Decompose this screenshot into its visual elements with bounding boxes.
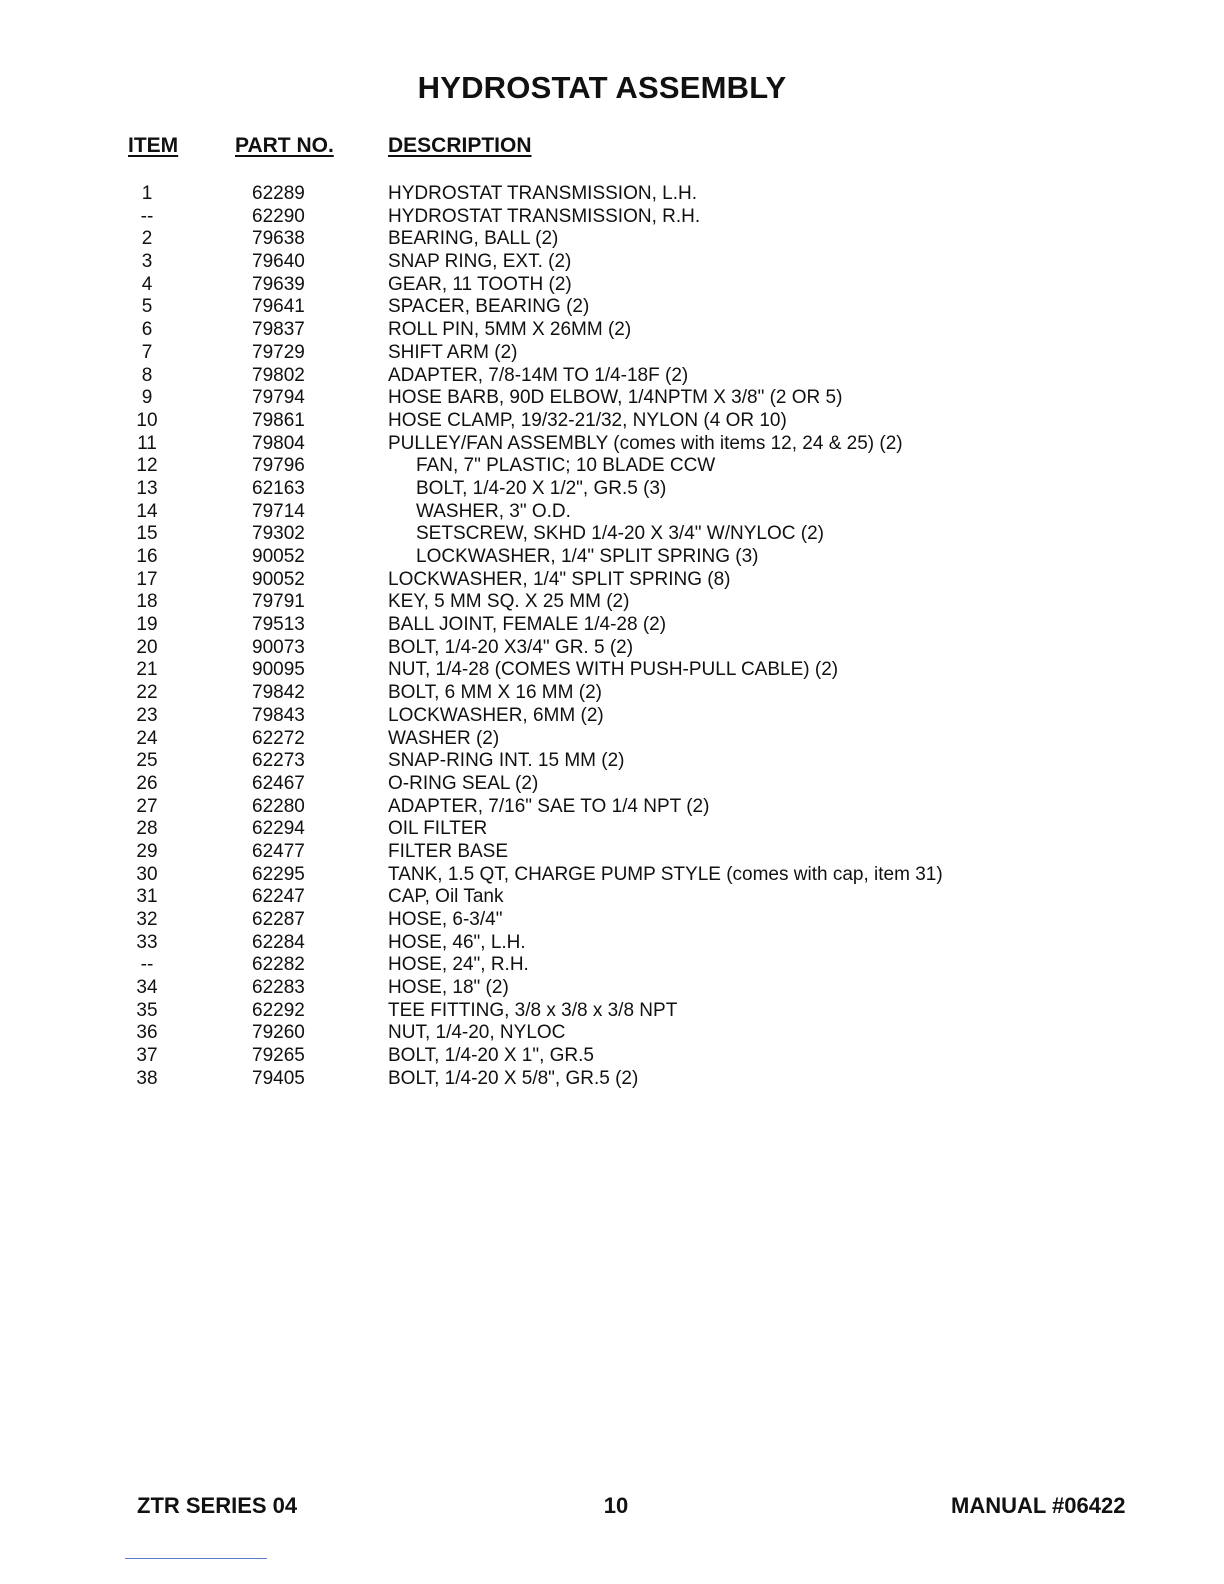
table-row — [0, 864, 1224, 887]
part-description: BEARING, BALL (2) — [388, 228, 559, 250]
part-number: 90052 — [252, 546, 305, 567]
part-number: 79641 — [252, 296, 305, 318]
table-row — [0, 274, 1224, 297]
part-description: SETSCREW, SKHD 1/4-20 X 3/4" W/NYLOC (2) — [416, 523, 824, 545]
item-number: 23 — [136, 704, 158, 726]
table-row — [0, 591, 1224, 614]
part-description: SHIFT ARM (2) — [388, 341, 518, 363]
table-row — [0, 296, 1224, 319]
item-number: 31 — [136, 886, 158, 908]
item-number: 1 — [141, 183, 153, 204]
item-number: 10 — [136, 409, 158, 431]
item-number: 14 — [136, 500, 158, 522]
item-number: 12 — [136, 455, 158, 477]
part-number: 62282 — [252, 954, 305, 976]
part-number: 62163 — [252, 477, 305, 499]
table-row — [0, 410, 1224, 433]
item-number: 19 — [136, 614, 158, 636]
part-number: 62290 — [252, 205, 305, 227]
part-number: 79513 — [252, 614, 305, 636]
item-number: 13 — [136, 477, 158, 499]
part-number: 79842 — [252, 682, 305, 704]
part-description: BOLT, 6 MM X 16 MM (2) — [388, 682, 602, 704]
table-row — [0, 365, 1224, 388]
part-description: KEY, 5 MM SQ. X 25 MM (2) — [388, 591, 630, 613]
parts-list — [0, 183, 1224, 1091]
header-item: ITEM — [128, 134, 179, 157]
item-number: 29 — [136, 840, 158, 862]
item-number: 20 — [136, 636, 158, 658]
part-description: BALL JOINT, FEMALE 1/4-28 (2) — [388, 614, 667, 636]
header-description: DESCRIPTION — [388, 134, 532, 157]
part-number: 79794 — [252, 387, 305, 409]
item-number: 30 — [136, 863, 158, 885]
table-row — [0, 977, 1224, 1000]
table-row — [0, 206, 1224, 229]
item-number: 27 — [136, 795, 158, 817]
table-row — [0, 319, 1224, 342]
part-description: WASHER (2) — [388, 727, 500, 749]
part-number: 90073 — [252, 636, 305, 658]
table-row — [0, 1045, 1224, 1068]
item-number: 37 — [136, 1045, 158, 1067]
table-row — [0, 705, 1224, 728]
table-row — [0, 614, 1224, 637]
part-number: 79861 — [252, 409, 305, 431]
part-number: 62284 — [252, 931, 305, 953]
item-number: 24 — [136, 727, 158, 749]
part-description: NUT, 1/4-28 (COMES WITH PUSH-PULL CABLE) (2) — [388, 659, 839, 681]
part-description: ADAPTER, 7/16" SAE TO 1/4 NPT (2) — [388, 795, 710, 817]
part-number: 79714 — [252, 500, 305, 522]
part-description: LOCKWASHER, 1/4" SPLIT SPRING (3) — [416, 546, 759, 567]
table-row — [0, 228, 1224, 251]
table-row — [0, 455, 1224, 478]
part-description: HOSE, 18" (2) — [388, 977, 509, 999]
part-number: 62280 — [252, 795, 305, 817]
item-number: 18 — [136, 591, 158, 613]
part-number: 62273 — [252, 750, 305, 772]
table-row — [0, 841, 1224, 864]
table-row — [0, 183, 1224, 206]
part-number: 79837 — [252, 319, 305, 341]
item-number: 11 — [137, 432, 157, 454]
part-number: 62295 — [252, 863, 305, 885]
item-number: 5 — [141, 296, 153, 318]
table-row — [0, 886, 1224, 909]
part-description: FILTER BASE — [388, 840, 509, 862]
part-description: BOLT, 1/4-20 X 5/8", GR.5 (2) — [388, 1067, 639, 1089]
table-row — [0, 251, 1224, 274]
part-description: PULLEY/FAN ASSEMBLY (comes with items 12, 24 & 25) (2) — [388, 432, 903, 454]
item-number: 7 — [141, 341, 153, 363]
table-row — [0, 501, 1224, 524]
part-description: TANK, 1.5 QT, CHARGE PUMP STYLE (comes with cap, item 31) — [388, 863, 943, 885]
item-number: 17 — [136, 568, 158, 590]
part-number: 90052 — [252, 568, 305, 590]
part-description: GEAR, 11 TOOTH (2) — [388, 273, 572, 295]
part-number: 62247 — [252, 886, 305, 908]
part-description: HYDROSTAT TRANSMISSION, L.H. — [388, 183, 697, 204]
item-number: 32 — [136, 909, 158, 930]
part-description: O-RING SEAL (2) — [388, 772, 539, 794]
part-number: 79260 — [252, 1022, 305, 1044]
part-number: 79302 — [252, 523, 305, 545]
item-number: 3 — [141, 251, 153, 273]
table-row — [0, 682, 1224, 705]
part-number: 62467 — [252, 772, 305, 794]
item-number: 33 — [136, 931, 158, 953]
table-row — [0, 1068, 1224, 1091]
table-row — [0, 909, 1224, 932]
item-number: 6 — [141, 319, 153, 341]
item-number: 34 — [136, 977, 158, 999]
part-number: 79802 — [252, 364, 305, 386]
table-row — [0, 637, 1224, 660]
part-number: 79804 — [252, 432, 305, 454]
item-number: 35 — [136, 999, 158, 1021]
table-row — [0, 659, 1224, 682]
part-description: SPACER, BEARING (2) — [388, 296, 590, 318]
item-number: 38 — [136, 1067, 158, 1089]
item-number: 15 — [136, 523, 158, 545]
part-description: HOSE CLAMP, 19/32-21/32, NYLON (4 OR 10) — [388, 409, 787, 431]
part-description: ADAPTER, 7/8-14M TO 1/4-18F (2) — [388, 364, 689, 386]
item-number: 25 — [136, 750, 158, 772]
part-number: 79791 — [252, 591, 305, 613]
item-number: 4 — [141, 273, 153, 295]
part-number: 79405 — [252, 1067, 305, 1089]
part-description: WASHER, 3" O.D. — [416, 500, 571, 522]
table-row — [0, 1022, 1224, 1045]
part-number: 62272 — [252, 727, 305, 749]
table-row — [0, 750, 1224, 773]
table-row — [0, 954, 1224, 977]
part-description: HOSE, 46", L.H. — [388, 931, 526, 953]
part-description: FAN, 7" PLASTIC; 10 BLADE CCW — [416, 455, 716, 477]
part-description: CAP, Oil Tank — [388, 886, 504, 908]
part-description: HOSE BARB, 90D ELBOW, 1/4NPTM X 3/8" (2 OR 5) — [388, 387, 843, 409]
table-row — [0, 818, 1224, 841]
table-row — [0, 932, 1224, 955]
table-row — [0, 387, 1224, 410]
part-description: HOSE, 24", R.H. — [388, 954, 529, 976]
table-row — [0, 433, 1224, 456]
table-row — [0, 773, 1224, 796]
item-number: 26 — [136, 772, 158, 794]
part-description: HOSE, 6-3/4" — [388, 909, 503, 930]
table-row — [0, 1000, 1224, 1023]
footer-page-number: 10 — [603, 1493, 629, 1518]
item-number: 21 — [136, 659, 158, 681]
table-row — [0, 546, 1224, 569]
part-description: LOCKWASHER, 6MM (2) — [388, 704, 604, 726]
table-row — [0, 728, 1224, 751]
part-description: SNAP RING, EXT. (2) — [388, 251, 572, 273]
part-number: 62283 — [252, 977, 305, 999]
item-number: 8 — [141, 364, 153, 386]
part-number: 90095 — [252, 659, 305, 681]
table-row — [0, 478, 1224, 501]
part-number: 79729 — [252, 341, 305, 363]
part-description: SNAP-RING INT. 15 MM (2) — [388, 750, 625, 772]
part-number: 62292 — [252, 999, 305, 1021]
part-number: 79265 — [252, 1045, 305, 1067]
item-number: 22 — [136, 682, 158, 704]
part-description: TEE FITTING, 3/8 x 3/8 x 3/8 NPT — [388, 999, 678, 1021]
footer-manual-number: MANUAL #06422 — [951, 1493, 1126, 1518]
part-description: NUT, 1/4-20, NYLOC — [388, 1022, 566, 1044]
part-description: LOCKWASHER, 1/4" SPLIT SPRING (8) — [388, 568, 731, 590]
item-number: 2 — [141, 228, 153, 250]
part-description: BOLT, 1/4-20 X3/4" GR. 5 (2) — [388, 636, 634, 658]
footer-series: ZTR SERIES 04 — [137, 1493, 298, 1518]
item-number: -- — [140, 954, 154, 976]
part-number: 62287 — [252, 909, 305, 930]
part-description: OIL FILTER — [388, 818, 488, 840]
item-number: 9 — [141, 387, 153, 409]
header-part-no: PART NO. — [235, 134, 334, 157]
part-description: BOLT, 1/4-20 X 1/2", GR.5 (3) — [416, 477, 667, 499]
part-number: 79796 — [252, 455, 305, 477]
item-number: 16 — [136, 546, 158, 567]
part-number: 62294 — [252, 818, 305, 840]
table-row — [0, 342, 1224, 365]
table-row — [0, 523, 1224, 546]
part-number: 62289 — [252, 183, 305, 204]
part-number: 79638 — [252, 228, 305, 250]
item-number: 36 — [136, 1022, 158, 1044]
table-row — [0, 569, 1224, 592]
part-number: 79640 — [252, 251, 305, 273]
footer-divider — [125, 1558, 267, 1559]
item-number: -- — [140, 205, 154, 227]
table-row — [0, 796, 1224, 819]
item-number: 28 — [136, 818, 158, 840]
table-header — [0, 134, 1224, 164]
part-number: 79843 — [252, 704, 305, 726]
part-description: HYDROSTAT TRANSMISSION, R.H. — [388, 205, 701, 227]
part-number: 79639 — [252, 273, 305, 295]
part-description: BOLT, 1/4-20 X 1", GR.5 — [388, 1045, 594, 1067]
part-description: ROLL PIN, 5MM X 26MM (2) — [388, 319, 632, 341]
part-number: 62477 — [252, 840, 305, 862]
page-title: HYDROSTAT ASSEMBLY — [417, 70, 787, 105]
